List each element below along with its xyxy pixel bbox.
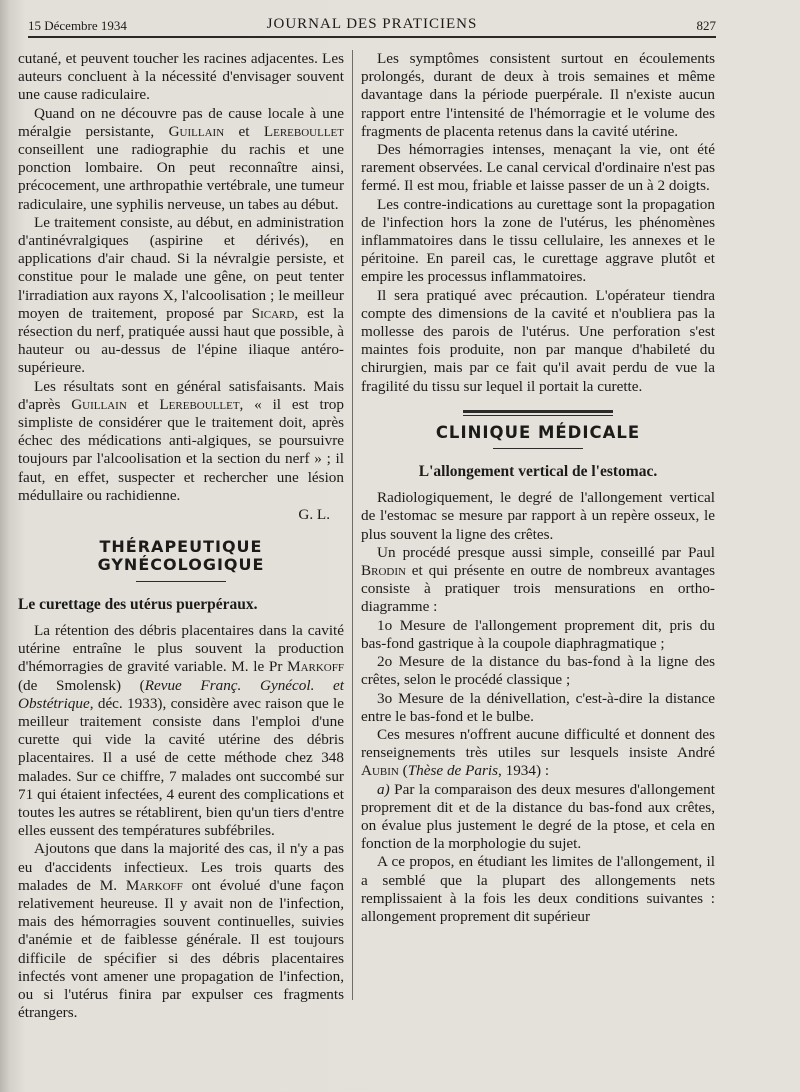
- paragraph: Ajoutons que dans la majorité des cas, il n'y a pas eu d'accidents infectieux. Les trois quarts des malades de M. Markoff ont évolué d'une façon relativement heureuse. Il y avait non de l'infection, mais des hémorragies souvent continuelles, suivies d'anémie et de faiblesse générale. Il est toujours difficile de spécifier si des débris placentaires infectés vont amener une propagation de l'infection, ou si l'utérus finira par expulser ces fragments étrangers.: [18, 840, 344, 1022]
- left-column: [18, 50, 344, 1022]
- section-rule: [493, 448, 583, 449]
- paragraph: Il sera pratiqué avec précaution. L'opérateur tiendra compte des dimensions de la cavité et n'oubliera pas la mollesse des parois de l'utérus. Une perforation s'est maintes fois produite, non par manque d'habileté du chirurgien, mais par ce fait qu'il avait perdu de vue la fragilité du tissu sur lequel il portait la curette.: [361, 286, 715, 395]
- issue-date: 15 Décembre 1934: [28, 18, 127, 33]
- section-title: THÉRAPEUTIQUE GYNÉCOLOGIQUE: [97, 537, 265, 575]
- author-name: Guillain: [71, 395, 127, 413]
- list-item: 1o Mesure de l'allongement proprement dit, pris du bas-fond gastrique à la coupole diaphragmatique ;: [361, 616, 715, 652]
- paragraph: Les symptômes consistent surtout en écoulements prolongés, durant de deux à trois semaines et même davantage dans la période puerpérale. Il n'existe aucun rapport entre l'intensité de l'hémorragie et le volume des fragments de placenta retenus dans la cavité utérine.: [361, 50, 715, 140]
- paragraph: a) Par la comparaison des deux mesures d'allongement proprement dit et de la distance du bas-fond aux crêtes, on évalue plus justement le degré de la ptose, et cela en fonction de la morphologie du sujet.: [361, 780, 715, 853]
- section-rule-double: [463, 410, 613, 416]
- journal-title: JOURNAL DES PRATICIENS: [266, 16, 478, 32]
- author-name: Markoff: [287, 658, 344, 676]
- list-item: 3o Mesure de la dénivellation, c'est-à-dire la distance entre le bas-fond et le bulbe.: [361, 689, 715, 725]
- section-rule: [136, 581, 226, 582]
- paragraph: cutané, et peuvent toucher les racines adjacentes. Les auteurs concluent à la nécessité d'envisager souvent une cause radiculaire.: [18, 50, 344, 104]
- page-header: [28, 14, 716, 38]
- paragraph: La rétention des débris placentaires dans la cavité utérine entraîne le plus souvent la production d'hémorragies de gravité variable. M. le Pr Markoff (de Smolensk) (Revue Franç. Gynécol. et Obstétrique, déc. 1933), considère avec raison que le meilleur traitement consiste dans l'emploi d'une curette qui vide la cavité utérine des débris placentaires. Il a usé de cette méthode chez 348 malades. Sur ce chiffre, 7 malades ont succombé sur 71 qui étaient infectées, 4 eurent des complications et toutes les autres se rétablirent, bien qu'un tiers d'entre elles eussent des températures subfébriles.: [18, 621, 344, 840]
- author-name: Markoff: [125, 876, 183, 894]
- page-number: 827: [696, 18, 716, 33]
- paragraph: A ce propos, en étudiant les limites de l'allongement, il a semblé que la plupart des allongements nets remplissaient à la fois les deux conditions suivantes : allongement proprement dit supérieur: [361, 853, 715, 925]
- author-name: Lereboullet: [159, 395, 240, 413]
- paragraph: Les contre-indications au curettage sont la propagation de l'infection hors la zone de l'utérus, les phénomènes inflammatoires dans le tissu cellulaire, les annexes et le péritoine. En pareil cas, le curettage aggrave plutôt et empire les processus inflammatoires.: [361, 195, 715, 286]
- author-name: Lereboullet: [263, 122, 344, 140]
- right-column: [361, 50, 715, 926]
- paragraph: Les résultats sont en général satisfaisants. Mais d'après Guillain et Lereboullet, « il est trop simpliste de considérer que le traitement doit, après échec des médications anti-algiques, se poursuivre toujours par l'alcoolisation et la section du nerf » ; il faut, en effet, suspecter et rechercher une lésion médullaire ou rachidienne.: [18, 377, 344, 504]
- paragraph: Quand on ne découvre pas de cause locale à une méralgie persistante, Guillain et Lereboullet conseillent une radiographie du rachis et une ponction lombaire. On peut reconnaître ainsi, précocement, une arthropathie vertébrale, une tumeur radiculaire, une syphilis nerveuse, un tabes au début.: [18, 104, 344, 213]
- article-title: Le curettage des utérus puerpéraux.: [18, 595, 258, 613]
- paragraph: Radiologiquement, le degré de l'allongement vertical de l'estomac se mesure par rapport à un repère osseux, le plus souvent la ligne des crêtes.: [361, 489, 715, 543]
- author-name: Sicard: [251, 304, 295, 322]
- journal-citation: Revue Franç. Gynécol. et Obstétrique: [18, 676, 344, 712]
- signature: G. L.: [298, 506, 330, 524]
- list-marker: a): [377, 780, 390, 798]
- paragraph: Des hémorragies intenses, menaçant la vie, ont été rarement observées. Le canal cervical d'ordinaire n'est pas fermé. Il est mou, friable et laisse passer de un à 2 doigts.: [361, 141, 715, 195]
- paragraph: Le traitement consiste, au début, en administration d'antinévralgiques (aspirine et dérivés), en applications d'air chaud. Si la névralgie persiste, et constitue pour le malade une gêne, on peut tenter l'irradiation aux rayons X, l'alcoolisation ; le meilleur moyen de traitement, proposé par Sicard, est la résection du nerf, pratiquée aussi haut que possible, à hauteur ou au-dessus de l'épine iliaque antéro-supérieure.: [18, 213, 344, 377]
- author-name: Aubin: [361, 762, 399, 780]
- section-header: [367, 410, 709, 449]
- section-title: CLINIQUE MÉDICALE: [435, 422, 641, 442]
- paragraph: Un procédé presque aussi simple, conseillé par Paul Brodin et qui présente en outre de nombreux avantages consiste à pratiquer trois mensurations en ortho-diagramme :: [361, 543, 715, 616]
- paragraph: Ces mesures n'offrent aucune difficulté et donnent des renseignements très utiles sur lesquels insiste André Aubin (Thèse de Paris, 1934) :: [361, 725, 715, 780]
- author-name: Guillain: [168, 122, 225, 140]
- section-header: [24, 538, 338, 581]
- thesis-citation: Thèse de Paris: [407, 762, 498, 780]
- article-title: L'allongement vertical de l'estomac.: [418, 463, 658, 481]
- author-name: Brodin: [361, 562, 406, 580]
- column-divider: [352, 50, 353, 1000]
- list-item: 2o Mesure de la distance du bas-fond à la ligne des crêtes, selon le procédé classique ;: [361, 653, 715, 689]
